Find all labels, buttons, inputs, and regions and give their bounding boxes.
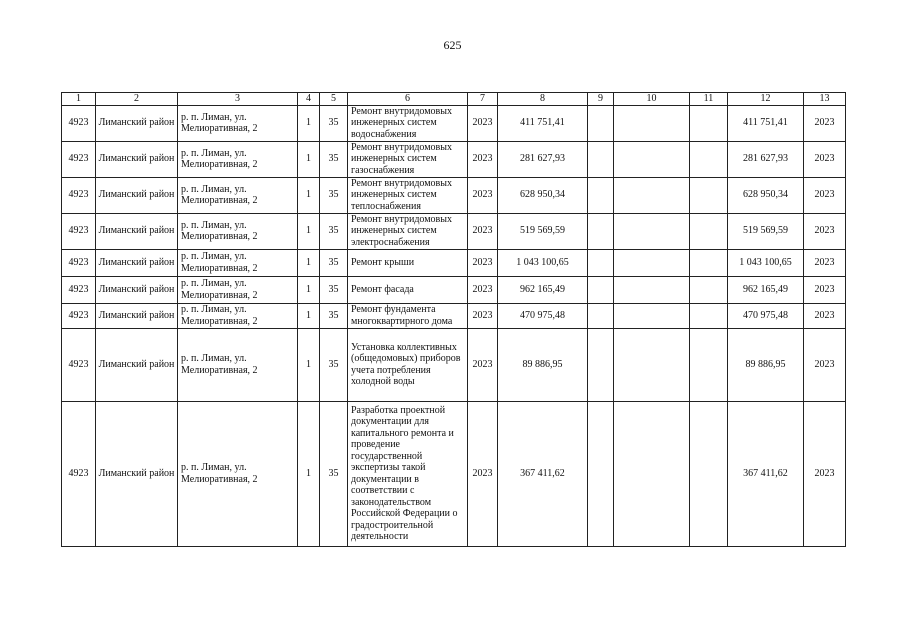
column-header: 3 <box>178 93 298 106</box>
cell-district: Лиманский район <box>96 303 178 328</box>
cell-house-number: 4923 <box>62 401 96 546</box>
cell-cost: 470 975,48 <box>498 303 588 328</box>
cell-col5: 35 <box>320 276 348 303</box>
cell-col11 <box>690 177 728 213</box>
cell-house-number: 4923 <box>62 177 96 213</box>
cell-col11 <box>690 141 728 177</box>
cell-year: 2023 <box>468 328 498 401</box>
cell-district: Лиманский район <box>96 105 178 141</box>
cell-col11 <box>690 213 728 249</box>
cell-col13: 2023 <box>804 177 846 213</box>
column-header: 7 <box>468 93 498 106</box>
cell-work-type: Ремонт внутридомовых инженерных систем электроснабжения <box>348 213 468 249</box>
cell-year: 2023 <box>468 213 498 249</box>
cell-year: 2023 <box>468 177 498 213</box>
cell-work-type: Установка коллективных (общедомовых) приборов учета потребления холодной воды <box>348 328 468 401</box>
cell-col11 <box>690 328 728 401</box>
cell-col13: 2023 <box>804 303 846 328</box>
table-row <box>62 328 846 401</box>
table-row <box>62 249 846 276</box>
cell-work-type: Ремонт фундамента многоквартирного дома <box>348 303 468 328</box>
cell-col12: 411 751,41 <box>728 105 804 141</box>
table-row <box>62 213 846 249</box>
cell-col10 <box>614 276 690 303</box>
cell-work-type: Ремонт крыши <box>348 249 468 276</box>
cell-col11 <box>690 276 728 303</box>
cell-district: Лиманский район <box>96 328 178 401</box>
cell-district: Лиманский район <box>96 276 178 303</box>
cell-col11 <box>690 249 728 276</box>
cell-col4: 1 <box>298 401 320 546</box>
cell-col4: 1 <box>298 249 320 276</box>
cell-house-number: 4923 <box>62 276 96 303</box>
cell-col4: 1 <box>298 105 320 141</box>
cell-col5: 35 <box>320 105 348 141</box>
cell-col13: 2023 <box>804 249 846 276</box>
cell-work-type: Ремонт внутридомовых инженерных систем водоснабжения <box>348 105 468 141</box>
cell-cost: 411 751,41 <box>498 105 588 141</box>
cell-col10 <box>614 249 690 276</box>
cell-year: 2023 <box>468 141 498 177</box>
cell-col13: 2023 <box>804 401 846 546</box>
column-header: 1 <box>62 93 96 106</box>
cell-house-number: 4923 <box>62 328 96 401</box>
column-header: 9 <box>588 93 614 106</box>
cell-year: 2023 <box>468 303 498 328</box>
cell-col11 <box>690 401 728 546</box>
cell-col10 <box>614 328 690 401</box>
cell-house-number: 4923 <box>62 141 96 177</box>
column-header: 4 <box>298 93 320 106</box>
cell-col9 <box>588 328 614 401</box>
table-row <box>62 105 846 141</box>
cell-col9 <box>588 401 614 546</box>
cell-district: Лиманский район <box>96 249 178 276</box>
cell-district: Лиманский район <box>96 177 178 213</box>
cell-address: р. п. Лиман, ул. Мелиоративная, 2 <box>178 141 298 177</box>
cell-cost: 281 627,93 <box>498 141 588 177</box>
cell-address: р. п. Лиман, ул. Мелиоративная, 2 <box>178 276 298 303</box>
cell-col5: 35 <box>320 141 348 177</box>
cell-district: Лиманский район <box>96 213 178 249</box>
cell-address: р. п. Лиман, ул. Мелиоративная, 2 <box>178 105 298 141</box>
cell-col11 <box>690 105 728 141</box>
cell-house-number: 4923 <box>62 249 96 276</box>
cell-col12: 281 627,93 <box>728 141 804 177</box>
column-header: 10 <box>614 93 690 106</box>
cell-col10 <box>614 141 690 177</box>
cell-col5: 35 <box>320 249 348 276</box>
cell-col13: 2023 <box>804 105 846 141</box>
cell-col9 <box>588 249 614 276</box>
cell-col4: 1 <box>298 177 320 213</box>
cell-address: р. п. Лиман, ул. Мелиоративная, 2 <box>178 249 298 276</box>
cell-cost: 89 886,95 <box>498 328 588 401</box>
cell-house-number: 4923 <box>62 105 96 141</box>
column-header: 2 <box>96 93 178 106</box>
cell-col10 <box>614 213 690 249</box>
cell-col12: 628 950,34 <box>728 177 804 213</box>
cell-cost: 1 043 100,65 <box>498 249 588 276</box>
cell-address: р. п. Лиман, ул. Мелиоративная, 2 <box>178 177 298 213</box>
cell-cost: 962 165,49 <box>498 276 588 303</box>
cell-year: 2023 <box>468 276 498 303</box>
column-number-row <box>62 93 846 106</box>
cell-col12: 1 043 100,65 <box>728 249 804 276</box>
capital-repair-table <box>61 92 846 547</box>
cell-work-type: Ремонт фасада <box>348 276 468 303</box>
cell-col12: 470 975,48 <box>728 303 804 328</box>
cell-col13: 2023 <box>804 141 846 177</box>
cell-cost: 367 411,62 <box>498 401 588 546</box>
cell-col12: 89 886,95 <box>728 328 804 401</box>
cell-col4: 1 <box>298 141 320 177</box>
cell-col10 <box>614 401 690 546</box>
cell-cost: 628 950,34 <box>498 177 588 213</box>
column-header: 13 <box>804 93 846 106</box>
column-header: 8 <box>498 93 588 106</box>
table-row <box>62 141 846 177</box>
cell-col4: 1 <box>298 303 320 328</box>
column-header: 11 <box>690 93 728 106</box>
cell-col10 <box>614 303 690 328</box>
cell-work-type: Разработка проектной документации для капитального ремонта и проведение государственной экспертизы такой документации в соответствии с законодательством Российской Федерации о градостроительной деятельности <box>348 401 468 546</box>
cell-col9 <box>588 177 614 213</box>
cell-address: р. п. Лиман, ул. Мелиоративная, 2 <box>178 303 298 328</box>
cell-col12: 367 411,62 <box>728 401 804 546</box>
cell-col4: 1 <box>298 213 320 249</box>
column-header: 12 <box>728 93 804 106</box>
cell-work-type: Ремонт внутридомовых инженерных систем газоснабжения <box>348 141 468 177</box>
table-row <box>62 401 846 546</box>
cell-year: 2023 <box>468 401 498 546</box>
cell-col4: 1 <box>298 328 320 401</box>
cell-col9 <box>588 303 614 328</box>
cell-address: р. п. Лиман, ул. Мелиоративная, 2 <box>178 401 298 546</box>
cell-house-number: 4923 <box>62 303 96 328</box>
cell-year: 2023 <box>468 105 498 141</box>
cell-address: р. п. Лиман, ул. Мелиоративная, 2 <box>178 213 298 249</box>
cell-district: Лиманский район <box>96 141 178 177</box>
cell-col5: 35 <box>320 303 348 328</box>
cell-col9 <box>588 276 614 303</box>
cell-year: 2023 <box>468 249 498 276</box>
cell-col9 <box>588 141 614 177</box>
cell-col5: 35 <box>320 213 348 249</box>
cell-house-number: 4923 <box>62 213 96 249</box>
cell-col13: 2023 <box>804 213 846 249</box>
table-row <box>62 177 846 213</box>
cell-col5: 35 <box>320 177 348 213</box>
cell-col13: 2023 <box>804 328 846 401</box>
cell-col12: 519 569,59 <box>728 213 804 249</box>
cell-col12: 962 165,49 <box>728 276 804 303</box>
cell-col13: 2023 <box>804 276 846 303</box>
cell-col5: 35 <box>320 328 348 401</box>
cell-address: р. п. Лиман, ул. Мелиоративная, 2 <box>178 328 298 401</box>
cell-work-type: Ремонт внутридомовых инженерных систем теплоснабжения <box>348 177 468 213</box>
cell-col10 <box>614 177 690 213</box>
page-number: 625 <box>443 38 462 52</box>
column-header: 6 <box>348 93 468 106</box>
cell-cost: 519 569,59 <box>498 213 588 249</box>
cell-col9 <box>588 105 614 141</box>
table-row <box>62 303 846 328</box>
cell-col4: 1 <box>298 276 320 303</box>
cell-col5: 35 <box>320 401 348 546</box>
cell-col11 <box>690 303 728 328</box>
column-header: 5 <box>320 93 348 106</box>
table-row <box>62 276 846 303</box>
cell-col10 <box>614 105 690 141</box>
cell-col9 <box>588 213 614 249</box>
cell-district: Лиманский район <box>96 401 178 546</box>
